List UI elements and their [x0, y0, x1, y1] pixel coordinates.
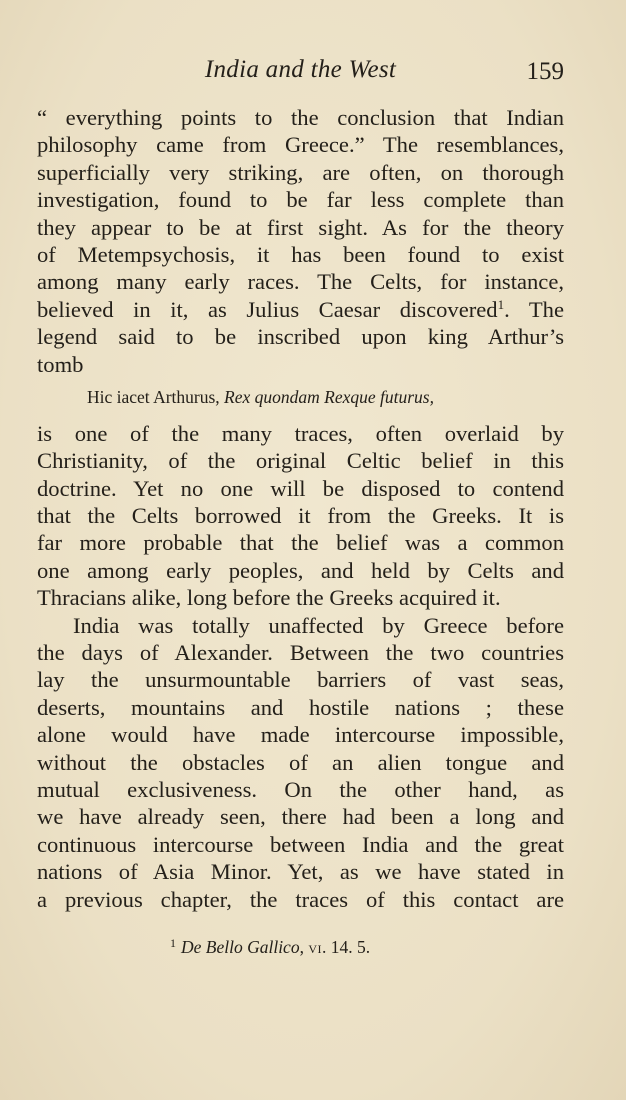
text-line: India was totally unaffected by Greece before: [73, 612, 564, 638]
paragraph-3: [37, 612, 564, 913]
text-line: Thracians alike, long before the Greeks acquired it.: [37, 585, 501, 611]
text-segment: . The: [504, 296, 565, 322]
text-line: a previous chapter, the traces of this contact are: [37, 886, 564, 912]
running-title: India and the West: [204, 56, 397, 83]
footnote-book: vi: [308, 937, 322, 957]
text-line: Christianity, of the original Celtic belief in this: [37, 448, 564, 474]
text-line: far more probable that the belief was a common: [37, 530, 564, 556]
text-line: philosophy came from Greece.” The resemblances,: [37, 132, 564, 158]
text-line: alone would have made intercourse impossible,: [37, 722, 564, 748]
text-line: without the obstacles of an alien tongue and: [37, 749, 564, 775]
paragraph-2: [37, 420, 564, 612]
text-line: of Metempsychosis, it has been found to exist: [37, 241, 564, 267]
text-line: that the Celts borrowed it from the Greeks. It is: [37, 503, 564, 529]
text-line: superficially very striking, are often, on thorough: [37, 159, 564, 185]
paragraph-1: [37, 104, 564, 378]
text-line: the days of Alexander. Between the two countries: [37, 640, 564, 666]
quotation-roman: Hic iacet Arthurus,: [87, 386, 225, 407]
page-header: [37, 56, 564, 90]
body-text: [37, 104, 564, 913]
footnote: [170, 937, 370, 958]
text-line: one among early peoples, and held by Celts and: [37, 557, 564, 583]
text-line-with-footnote-ref: [37, 296, 564, 323]
footnote-marker: 1: [170, 936, 176, 950]
text-line: is one of the many traces, often overlaid by: [37, 420, 564, 446]
text-line: we have already seen, there had been a long and: [37, 804, 564, 830]
text-line: they appear to be at first sight. As for the theory: [37, 214, 564, 240]
text-line: among many early races. The Celts, for instance,: [37, 269, 564, 295]
block-quotation: [87, 386, 564, 408]
text-segment: believed in it, as Julius Caesar discovered: [37, 296, 498, 322]
text-line: lay the unsurmountable barriers of vast seas,: [37, 667, 564, 693]
page-number: 159: [526, 58, 564, 85]
footnote-ref: 1: [497, 296, 505, 312]
text-line: deserts, mountains and hostile nations ; these: [37, 694, 564, 720]
text-line: continuous intercourse between India and the great: [37, 831, 564, 857]
text-line: “ everything points to the conclusion that Indian: [37, 105, 564, 130]
quotation-italic: Rex quondam Rexque futurus,: [224, 386, 434, 407]
footnote-title: De Bello Gallico: [181, 937, 300, 957]
footnote-separator: ,: [299, 937, 309, 957]
footnote-reference: . 14. 5.: [322, 937, 371, 957]
text-line: legend said to be inscribed upon king Arthur’s: [37, 324, 564, 350]
text-line: doctrine. Yet no one will be disposed to contend: [37, 475, 564, 501]
text-line: nations of Asia Minor. Yet, as we have stated in: [37, 859, 564, 885]
text-line: tomb: [37, 351, 84, 377]
text-line: mutual exclusiveness. On the other hand, as: [37, 776, 564, 802]
text-line: investigation, found to be far less complete than: [37, 187, 564, 213]
